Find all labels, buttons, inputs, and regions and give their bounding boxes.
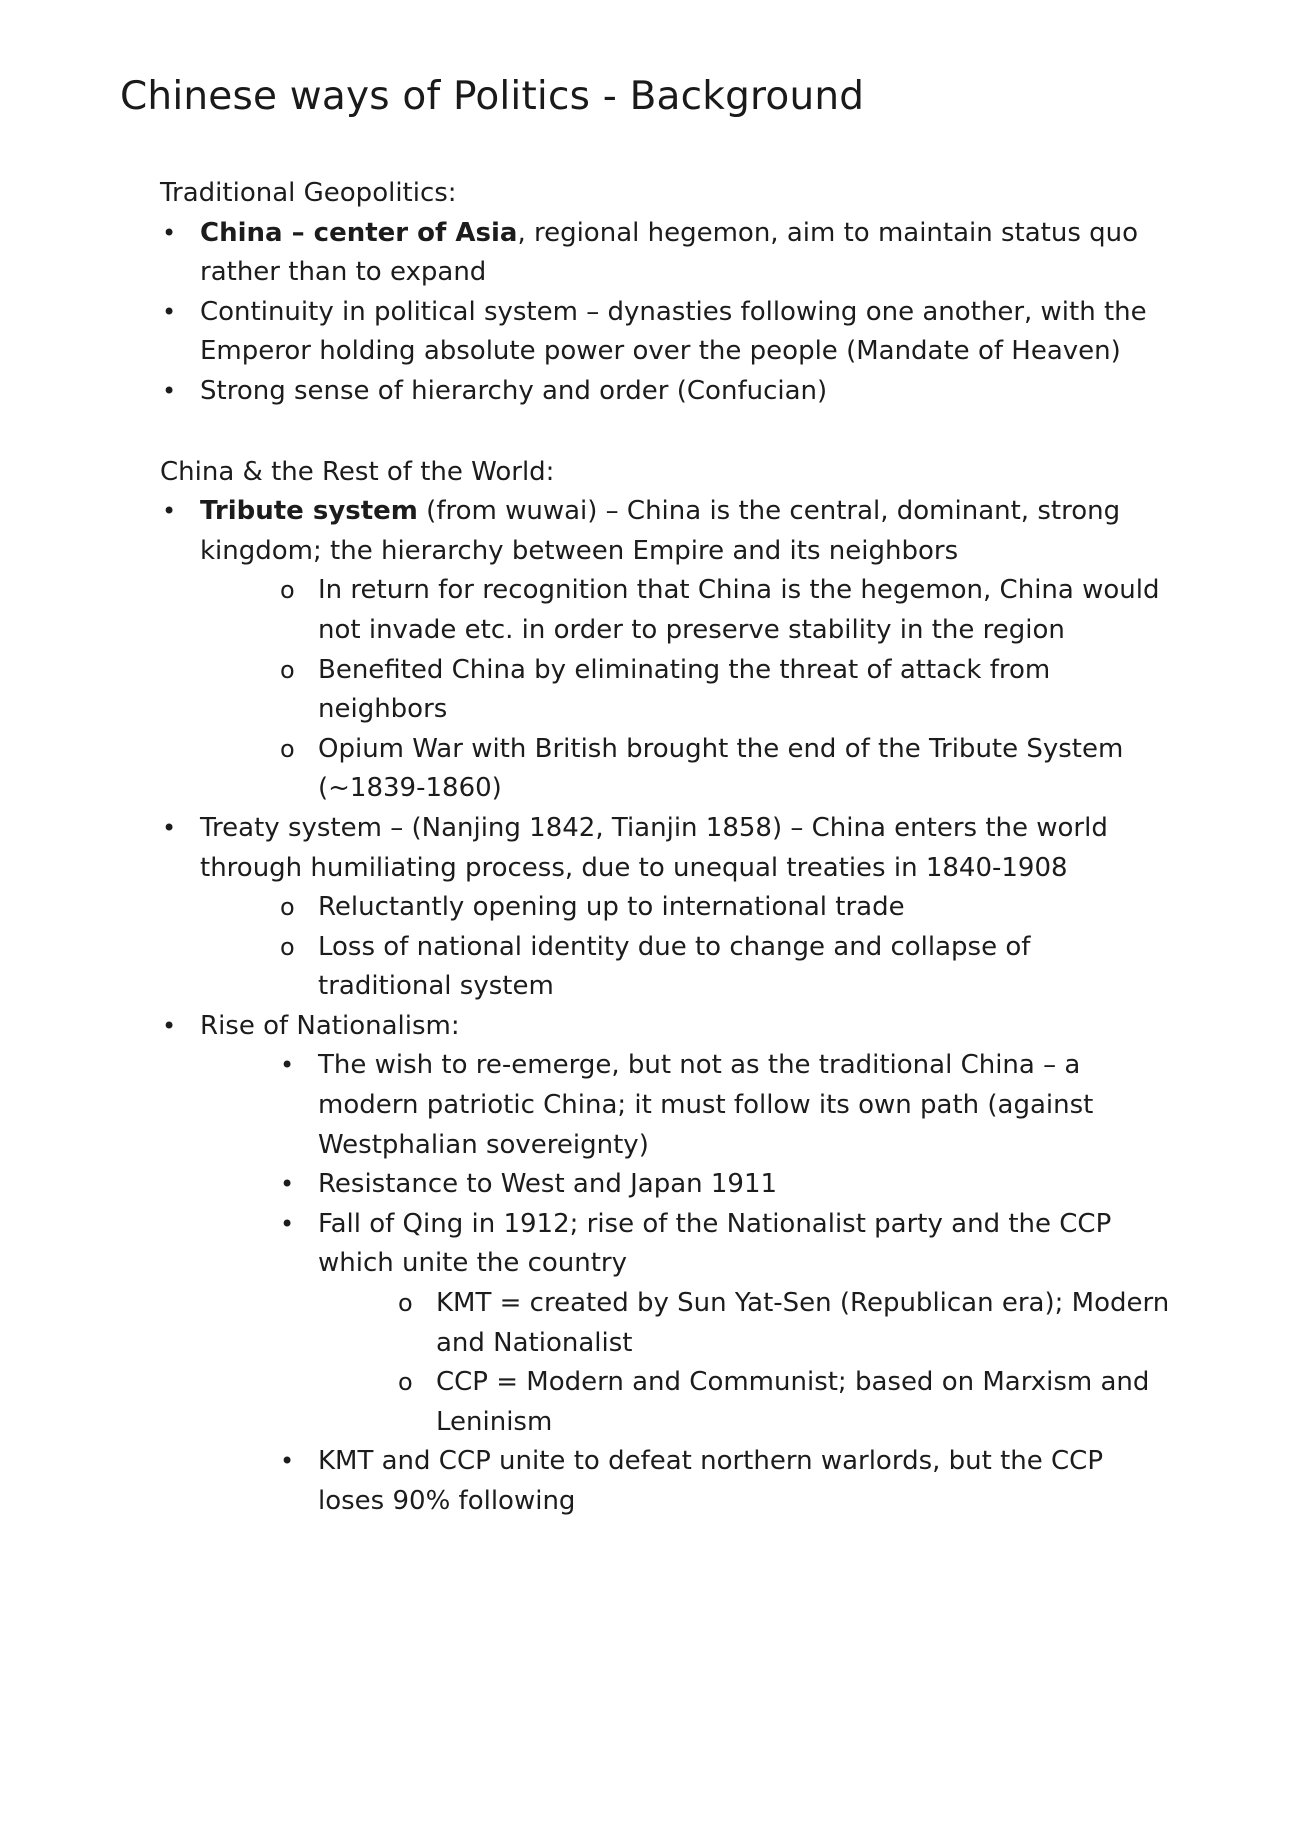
section-heading-geopolitics: Traditional Geopolitics: — [160, 178, 457, 208]
item-text: Resistance to West and Japan 1911 — [318, 1169, 778, 1200]
item-bold-text: China – center of Asia — [200, 217, 518, 248]
bullet-icon: • — [162, 376, 177, 405]
sub-list-item — [280, 1165, 1170, 1205]
list-item — [160, 293, 1170, 372]
bullet-icon: • — [280, 1209, 295, 1238]
sub-list-item — [280, 1442, 1170, 1521]
nationalism-sublist — [200, 1046, 1170, 1521]
sub-list-item — [280, 730, 1170, 809]
item-text: , regional hegemon, aim to maintain status quo rather than to expand — [200, 217, 1139, 288]
circle-bullet-icon: o — [280, 655, 295, 684]
section-spacer — [160, 412, 1170, 453]
bullet-icon: • — [280, 1170, 295, 1199]
item-text: Benefited China by eliminating the threat of attack from neighbors — [318, 654, 1051, 725]
bullet-icon: • — [162, 497, 177, 526]
bullet-icon: • — [162, 1011, 177, 1040]
sub-list-item — [280, 888, 1170, 928]
sub-list-item — [280, 651, 1170, 730]
item-text: Loss of national identity due to change and collapse of traditional system — [318, 931, 1031, 1002]
bullet-icon: • — [280, 1051, 295, 1080]
item-text: KMT = created by Sun Yat-Sen (Republican era); Modern and Nationalist — [436, 1288, 1170, 1358]
circle-bullet-icon: o — [398, 1368, 413, 1397]
tribute-sublist — [200, 571, 1170, 809]
item-text: Opium War with British brought the end of the Tribute System (~1839-1860) — [318, 733, 1124, 804]
list-item-nationalism — [160, 1007, 1170, 1522]
circle-bullet-icon: o — [280, 734, 295, 763]
world-list — [160, 492, 1170, 1521]
bullet-icon: • — [162, 218, 177, 247]
sub-list-item — [280, 1205, 1170, 1443]
sub-sub-list-item — [398, 1363, 1170, 1442]
item-text: CCP = Modern and Communist; based on Marxism and Leninism — [436, 1367, 1150, 1437]
treaty-sublist — [200, 888, 1170, 1007]
list-item-tribute — [160, 492, 1170, 809]
item-text: Reluctantly opening up to international trade — [318, 892, 905, 923]
bullet-icon: • — [162, 813, 177, 842]
item-text: Rise of Nationalism: — [200, 1010, 460, 1041]
geopolitics-list — [160, 214, 1170, 412]
sub-list-item — [280, 1046, 1170, 1165]
party-sublist — [318, 1284, 1170, 1442]
item-text: KMT and CCP unite to defeat northern warlords, but the CCP loses 90% following — [318, 1446, 1104, 1516]
circle-bullet-icon: o — [280, 932, 295, 961]
circle-bullet-icon: o — [398, 1289, 413, 1318]
sub-list-item — [280, 928, 1170, 1007]
item-text: Treaty system – (Nanjing 1842, Tianjin 1858) – China enters the world through humiliating process, due to unequal treaties in 1840-1908 — [200, 812, 1108, 883]
sub-list-item — [280, 571, 1170, 650]
circle-bullet-icon: o — [280, 893, 295, 922]
item-text: Strong sense of hierarchy and order (Confucian) — [200, 375, 828, 406]
bullet-icon: • — [162, 297, 177, 326]
item-text: Fall of Qing in 1912; rise of the Nationalist party and the CCP which unite the country — [318, 1208, 1112, 1279]
list-item — [160, 372, 1170, 412]
bullet-icon: • — [280, 1447, 295, 1476]
list-item — [160, 214, 1170, 293]
item-text: (from wuwai) – China is the central, dominant, strong kingdom; the hierarchy between Empire and its neighbors — [200, 496, 1121, 566]
list-item-treaty — [160, 809, 1170, 1007]
item-bold-text: Tribute system — [200, 496, 418, 527]
circle-bullet-icon: o — [280, 576, 295, 605]
item-text: Continuity in political system – dynasties following one another, with the Emperor holding absolute power over the people (Mandate of Heaven) — [200, 296, 1147, 367]
item-text: The wish to re-emerge, but not as the traditional China – a modern patriotic China; it must follow its own path (against Westphalian sovereignty) — [318, 1050, 1094, 1160]
item-text: In return for recognition that China is the hegemon, China would not invade etc. in order to preserve stability in the region — [318, 575, 1160, 645]
page-title: Chinese ways of Politics - Background — [120, 74, 865, 119]
document-body — [160, 174, 1170, 1522]
sub-sub-list-item — [398, 1284, 1170, 1363]
section-heading-world: China & the Rest of the World: — [160, 456, 555, 487]
